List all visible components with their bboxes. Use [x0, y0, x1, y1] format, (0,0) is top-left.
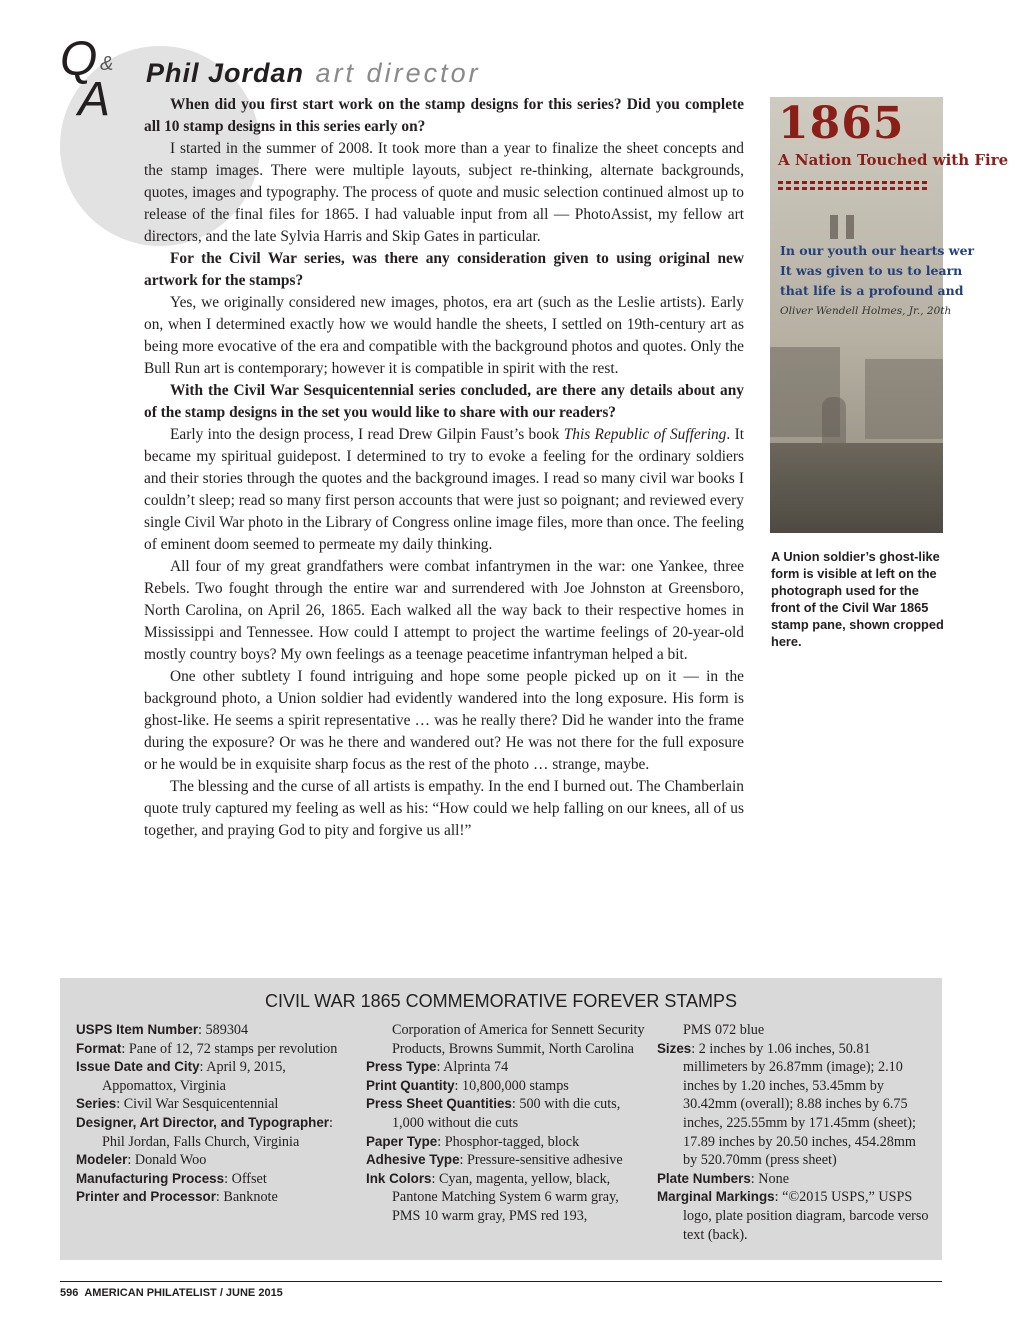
- spec-press-type: [366, 1058, 648, 1077]
- spec-label: Manufacturing Process: [76, 1170, 225, 1186]
- answer-3-post: . It became my spiritual guidepost. I determined to try to evoke a feeling for the ordinary soldiers and their stories through the quotes and the background images. I read so many civil war books I couldn’t sleep; read so many first person accounts that were just so poignant; and reviewed every single Civil War photo in the Library of Congress online image files, more than once. The feeling of eminent doom seemed to permeate my daily thinking.: [144, 426, 744, 553]
- question-3: With the Civil War Sesquicentennial series concluded, are there any details about any of the stamp designs in the set you would like to share with our readers?: [144, 382, 744, 421]
- spec-value: : Cyan, magenta, yellow, black, Pantone Matching System 6 warm gray, PMS 10 warm gray, PMS red 193,: [392, 1170, 619, 1224]
- spec-label: Sizes: [657, 1040, 692, 1056]
- spec-value: : “©2015 USPS,” USPS logo, plate position diagram, barcode verso text (back).: [683, 1189, 929, 1243]
- spec-value: : 589304: [198, 1022, 249, 1038]
- spec-label: Press Sheet Quantities: [366, 1096, 512, 1112]
- spec-value: : April 9, 2015, Appomattox, Virginia: [102, 1059, 286, 1094]
- article-header: [146, 56, 481, 90]
- photo-subtitle: A Nation Touched with Fire: [778, 151, 1009, 169]
- spec-value: : Pressure-sensitive adhesive: [459, 1152, 623, 1169]
- spec-value: : Alprinta 74: [436, 1059, 509, 1076]
- book-title: This Republic of Suffering: [563, 426, 727, 443]
- answer-3-pre: Early into the design process, I read Drew Gilpin Faust’s book: [170, 426, 564, 443]
- spec-value: : Donald Woo: [127, 1152, 207, 1169]
- spec-label: Issue Date and City: [76, 1059, 200, 1075]
- spec-adhesive-type: [366, 1151, 648, 1170]
- stamp-specs-box: [60, 978, 942, 1260]
- footer-rule: [60, 1281, 942, 1282]
- spec-sizes: [657, 1040, 929, 1170]
- spec-label: Modeler: [76, 1152, 128, 1168]
- spec-plate-numbers: [657, 1170, 929, 1189]
- spec-label: Ink Colors: [366, 1170, 432, 1186]
- spec-label: Designer, Art Director, and Typographer: [76, 1114, 329, 1130]
- spec-sheet-quantities: [366, 1095, 648, 1132]
- interviewee-name: Phil Jordan: [146, 58, 305, 88]
- spec-value: : Banknote: [215, 1189, 278, 1206]
- photo-chimney-2: [846, 215, 854, 239]
- answer-1: I started in the summer of 2008. It took more than a year to finalize the sheet concepts and the stamp images. There were multiple layouts, subject re-thinking, alternate backgrounds, quotes, images and typography. The process of quote and music selection continued almost up to release of the final files for 1865. I had valuable input from all — PhotoAssist, my fellow art directors, and the late Sylvia Harris and Skip Gates in particular.: [144, 140, 744, 245]
- spec-series: [76, 1095, 356, 1114]
- answer-4: All four of my great grandfathers were combat infantrymen in the war: one Yankee, three Rebels. Two fought through the entire war and surrendered with Joe Johnston at Greensboro, North Carolina, on April 26, 1865. Each walked all the way back to their respective homes in Mississippi and Tennessee. How could I attempt to project the wartime feelings of 20-year-old mostly country boys? My own feelings as a teenage peacetime infantryman helped a bit.: [144, 558, 744, 663]
- spec-label: Marginal Markings: [657, 1189, 775, 1205]
- answer-5: One other subtlety I found intriguing and hope some people picked up on it — in the background photo, a Union soldier had evidently wandered into the long exposure. His form is ghost-like. He seems a spirit representative … was he really there? Did he wander into the frame during the exposure? Or was he there and wandered out? He was not there for the full exposure or he would be in exquisite sharp focus as the rest of the photo … strange, maybe.: [144, 668, 744, 773]
- spec-modeler: [76, 1151, 356, 1170]
- photo-stripe-2: [778, 187, 928, 190]
- spec-label: Paper Type: [366, 1133, 438, 1149]
- spec-item-number: [76, 1021, 356, 1040]
- photo-stripe-1: [778, 181, 928, 184]
- photo-quote-line-3: that life is a profound and: [780, 283, 964, 298]
- qa-logo-ampersand: &: [100, 53, 114, 75]
- answer-6: The blessing and the curse of all artists is empathy. In the end I burned out. The Chamberlain quote truly captured my feeling as well as his: “How could we help falling on our knees, all of us together, and praying God to pity and forgive us all!”: [144, 778, 744, 839]
- photo-building-right: [865, 359, 943, 439]
- spec-label: Printer and Processor: [76, 1189, 216, 1205]
- interviewee-role: art director: [315, 58, 481, 88]
- specs-column-1: [76, 1021, 356, 1207]
- question-1: When did you first start work on the stamp designs for this series? Did you complete all 10 stamp designs in this series early on?: [144, 96, 744, 135]
- spec-format: [76, 1040, 356, 1059]
- spec-paper-type: [366, 1133, 648, 1152]
- answer-2: Yes, we originally considered new images, photos, era art (such as the Leslie artists). Early on, when I determined exactly how we would handle the sheets, I settled on 19th-century art as being more evocative of the era and compatible with the background photos and quotes. Only the Bull Run art is contemporary; however it is compatible in spirit with the rest.: [144, 294, 744, 377]
- specs-column-2: [366, 1021, 648, 1226]
- spec-value: : Phosphor-tagged, block: [437, 1133, 580, 1150]
- spec-value: : 500 with die cuts, 1,000 without die cuts: [392, 1096, 621, 1131]
- page-number: 596: [60, 1287, 79, 1299]
- qa-logo-a: A: [78, 73, 111, 126]
- qa-logo: [60, 33, 140, 126]
- question-2: For the Civil War series, was there any consideration given to using original new artwork for the stamps?: [144, 250, 744, 289]
- photo-quote-attribution: Oliver Wendell Holmes, Jr., 20th: [780, 305, 952, 317]
- spec-label: Print Quantity: [366, 1077, 455, 1093]
- photo-caption: A Union soldier’s ghost-like form is visible at left on the photograph used for the front of the Civil War 1865 stamp pane, shown cropped here.: [771, 549, 944, 649]
- spec-label: Press Type: [366, 1059, 437, 1075]
- photo-year: 1865: [778, 98, 905, 149]
- qa-logo-q: Q: [60, 33, 96, 86]
- photo-chimney-1: [830, 215, 838, 239]
- spec-value: : Pane of 12, 72 stamps per revolution: [121, 1040, 338, 1057]
- spec-label: Format: [76, 1040, 122, 1056]
- spec-marginal-markings: [657, 1188, 929, 1244]
- spec-printer-continued: Corporation of America for Sennett Security Products, Browns Summit, North Carolina: [392, 1022, 645, 1057]
- spec-ink-continued: PMS 072 blue: [683, 1022, 765, 1038]
- spec-label: Plate Numbers: [657, 1170, 751, 1186]
- answer-3: [144, 424, 744, 556]
- publication-name: AMERICAN PHILATELIST / JUNE 2015: [84, 1287, 283, 1299]
- photo-quote-line-2: It was given to us to learn: [780, 263, 963, 278]
- spec-value: : 10,800,000 stamps: [454, 1077, 569, 1094]
- spec-ink-colors: [366, 1170, 648, 1226]
- spec-label: Adhesive Type: [366, 1152, 460, 1168]
- photo-ground: [770, 443, 943, 533]
- spec-label: USPS Item Number: [76, 1022, 199, 1037]
- spec-printer: [76, 1188, 356, 1207]
- page-footer: [60, 1286, 283, 1300]
- spec-value: : Phil Jordan, Falls Church, Virginia: [102, 1114, 333, 1150]
- spec-value: : 2 inches by 1.06 inches, 50.81 millimeters by 26.87mm (image); 2.10 inches by 1.20 inches, 53.45mm by 30.42mm (overall); 8.88 inches by 6.75 inches, 225.55mm by 171.45mm (sheet); 17.89 inches by 20.50 inches, 454.28mm by 520.70mm (press sheet): [683, 1040, 916, 1169]
- photo-quote-line-1: In our youth our hearts wer: [780, 243, 975, 258]
- spec-manufacturing: [76, 1170, 356, 1189]
- specs-column-3: [657, 1021, 929, 1244]
- spec-designer: [76, 1114, 356, 1151]
- spec-label: Series: [76, 1096, 117, 1112]
- specs-title: CIVIL WAR 1865 COMMEMORATIVE FOREVER STAMPS: [264, 991, 738, 1011]
- spec-issue-date: [76, 1058, 356, 1095]
- stamp-pane-photo: [770, 97, 1009, 533]
- spec-value: : None: [750, 1170, 790, 1187]
- spec-value: : Offset: [224, 1170, 267, 1187]
- spec-print-quantity: [366, 1077, 648, 1096]
- spec-value: : Civil War Sesquicentennial: [116, 1096, 279, 1113]
- article-body: [144, 94, 744, 842]
